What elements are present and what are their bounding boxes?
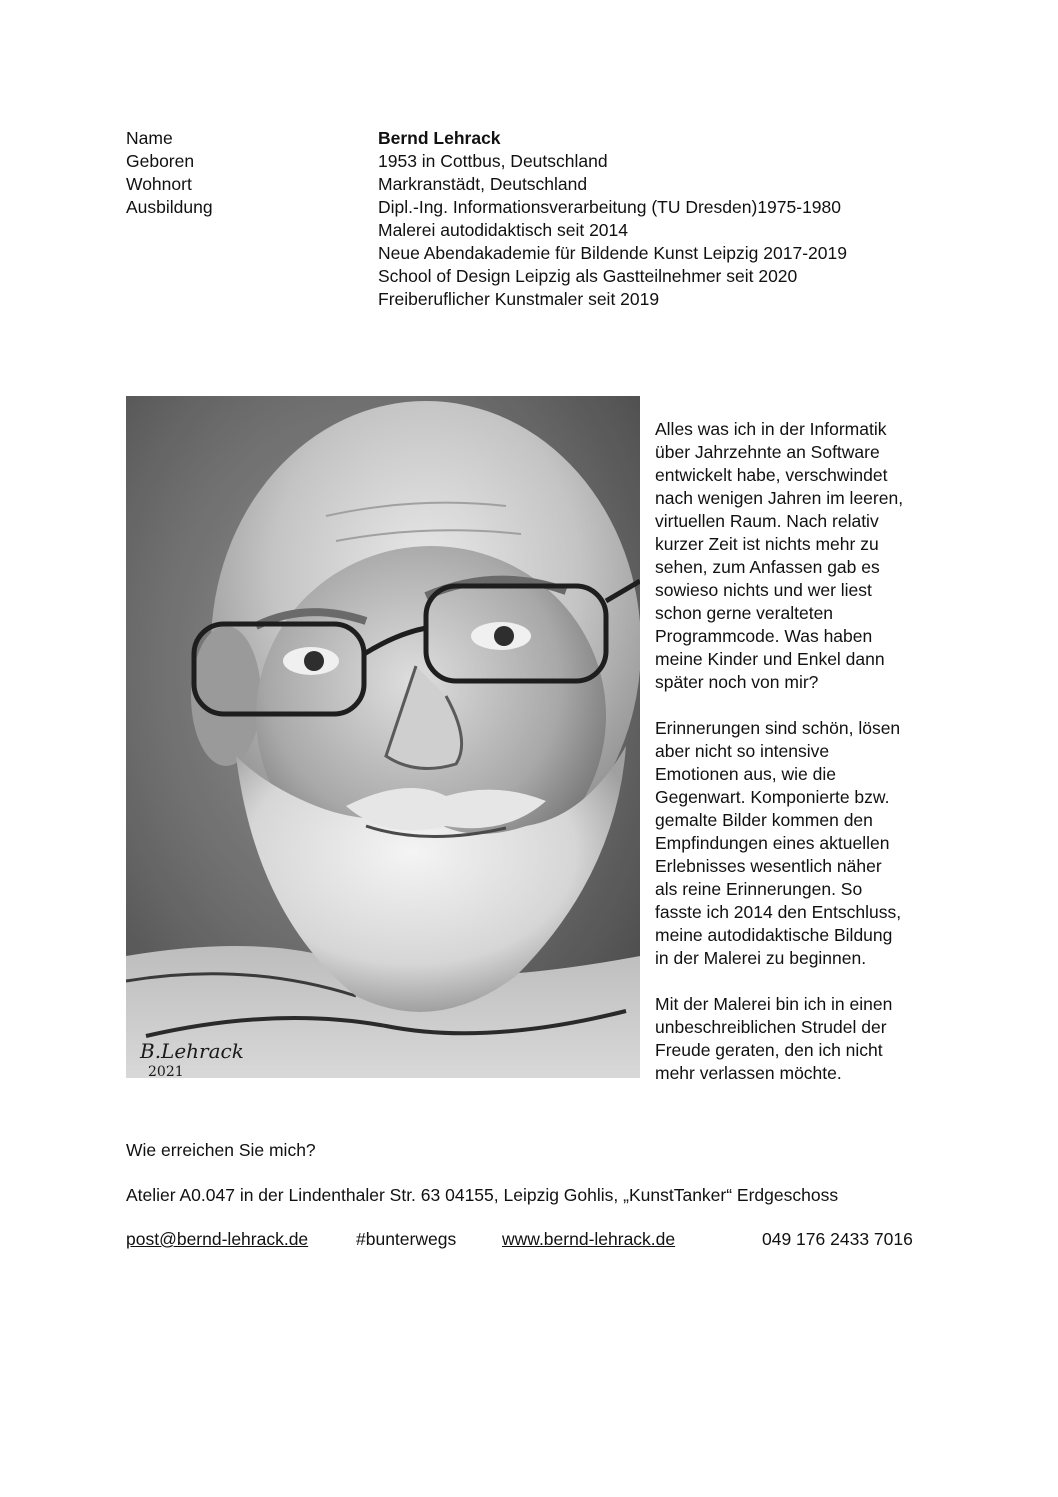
- education-line: Dipl.-Ing. Informationsverarbeitung (TU Dresden)1975-1980: [378, 197, 842, 217]
- profile-table: [126, 127, 946, 311]
- contact-address: Atelier A0.047 in der Lindenthaler Str. 63 04155, Leipzig Gohlis, „KunstTanker“ Erdgeschoss: [126, 1185, 839, 1205]
- profile-label-born: Geboren: [126, 151, 195, 171]
- website-link[interactable]: www.bernd-lehrack.de: [502, 1229, 676, 1249]
- portrait-year: 2021: [148, 1064, 184, 1078]
- phone-number: 049 176 2433 7016: [762, 1229, 913, 1249]
- profile-row-residence: [126, 173, 946, 196]
- hashtag: #bunterwegs: [356, 1229, 457, 1249]
- profile-residence-value: Markranstädt, Deutschland: [378, 174, 588, 194]
- profile-label-education: Ausbildung: [126, 197, 213, 217]
- email-link[interactable]: post@bernd-lehrack.de: [126, 1229, 309, 1249]
- portrait-signature: B.Lehrack: [140, 1039, 244, 1063]
- profile-values-born: [378, 150, 946, 173]
- education-line: Malerei autodidaktisch seit 2014: [378, 220, 629, 240]
- profile-values-residence: [378, 173, 946, 196]
- profile-row-name: [126, 127, 946, 150]
- profile-values-name: [378, 127, 946, 150]
- bio-paragraph: Alles was ich in der Informatik über Jahrzehnte an Software entwickelt habe, verschwindet nach wenigen Jahren im leeren, virtuellen Raum. Nach relativ kurzer Zeit ist nichts mehr zu sehen, zum Anfassen gab es sowieso nichts und wer liest schon gerne veralteten Programmcode. Was haben meine Kinder und Enkel dann später noch von mir?: [655, 419, 904, 692]
- profile-name-value: Bernd Lehrack: [378, 128, 501, 148]
- education-line: Neue Abendakademie für Bildende Kunst Leipzig 2017-2019: [378, 243, 847, 263]
- contact-links: [126, 1228, 956, 1251]
- portrait-drawing: [126, 396, 640, 1078]
- profile-label-residence: Wohnort: [126, 174, 192, 194]
- contact-question: Wie erreichen Sie mich?: [126, 1140, 316, 1160]
- profile-row-born: [126, 150, 946, 173]
- profile-born-value: 1953 in Cottbus, Deutschland: [378, 151, 608, 171]
- bio-paragraph: Erinnerungen sind schön, lösen aber nicht so intensive Emotionen aus, wie die Gegenwart. Komponierte bzw. gemalte Bilder kommen den Empfindungen eines aktuellen Erlebnisses wesentlich näher als reine Erinnerungen. So fasste ich 2014 den Entschluss, meine autodidaktische Bildung in der Malerei zu beginnen.: [655, 718, 902, 968]
- profile-row-education: [126, 196, 946, 311]
- profile-values-education: [378, 196, 946, 311]
- bio-text: [655, 418, 955, 1108]
- education-line: School of Design Leipzig als Gastteilnehmer seit 2020: [378, 266, 798, 286]
- profile-label-name: Name: [126, 128, 173, 148]
- education-line: Freiberuflicher Kunstmaler seit 2019: [378, 289, 660, 309]
- bio-paragraph: Mit der Malerei bin ich in einen unbeschreiblichen Strudel der Freude geraten, den ich nicht mehr verlassen möchte.: [655, 994, 893, 1083]
